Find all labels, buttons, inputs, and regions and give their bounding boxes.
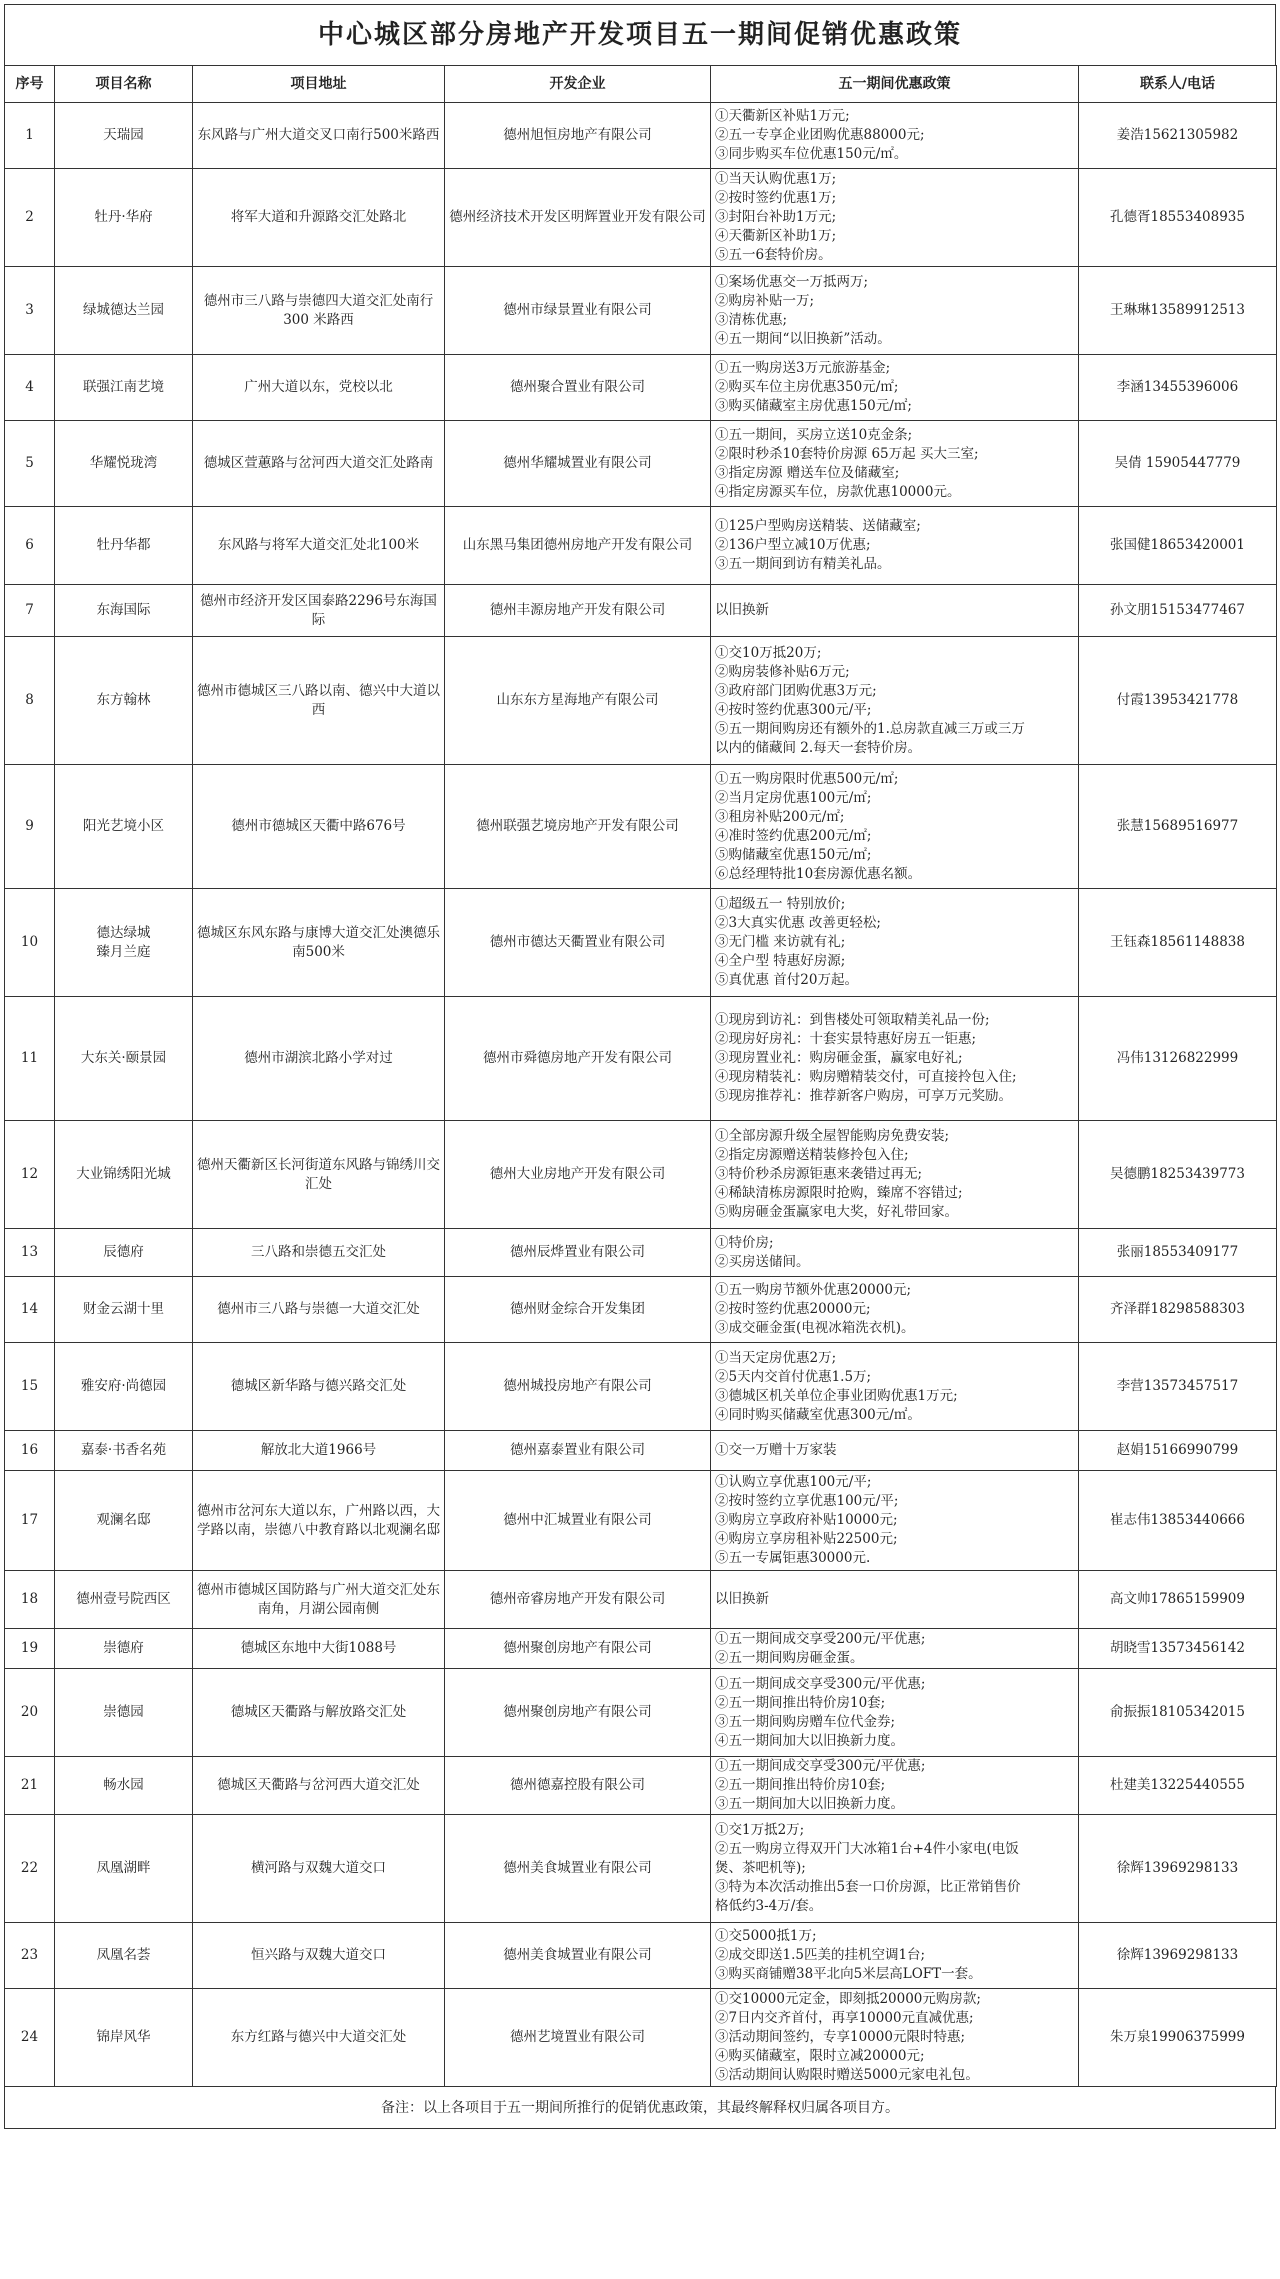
policy-line: ①当天认购优惠1万; (715, 171, 837, 187)
project-name: 德州壹号院西区 (55, 1571, 193, 1629)
table-row (5, 1989, 1277, 2087)
policy-cell (711, 355, 1079, 421)
policy-line: ③购房立享政府补贴10000元; (715, 1512, 898, 1528)
policy-line: ②购房补贴一万; (715, 292, 815, 309)
table-row (5, 1757, 1277, 1815)
developer-name: 德州辰烨置业有限公司 (445, 1229, 711, 1277)
policy-line: ④全户型 特惠好房源; (715, 953, 846, 969)
policy-line: ③租房补贴200元/㎡; (715, 808, 845, 825)
policy-cell (711, 1277, 1079, 1343)
policy-line: ②7日内交齐首付，再享10000元直减优惠; (715, 2010, 974, 2026)
policy-line: ⑤活动期间认购限时赠送5000元家电礼包。 (715, 2067, 979, 2083)
row-number: 22 (5, 1815, 55, 1923)
developer-name: 德州城投房地产有限公司 (445, 1343, 711, 1431)
policy-cell (711, 1629, 1079, 1669)
row-number: 21 (5, 1757, 55, 1815)
policy-line: ③无门槛 来访就有礼; (715, 934, 846, 950)
promotion-table (4, 65, 1277, 2087)
project-address: 恒兴路与双魏大道交口 (193, 1923, 445, 1989)
project-name: 凤凰湖畔 (55, 1815, 193, 1923)
project-address: 东风路与广州大道交叉口南行500米路西 (193, 103, 445, 169)
policy-line: 煲、茶吧机等); (715, 1860, 806, 1876)
contact-phone: 齐泽群18298588303 (1079, 1277, 1277, 1343)
row-number: 17 (5, 1471, 55, 1571)
policy-line: ②五一期间购房砸金蛋。 (715, 1649, 864, 1666)
project-address: 将军大道和升源路交汇处路北 (193, 169, 445, 267)
project-address: 解放北大道1966号 (193, 1431, 445, 1471)
table-row (5, 637, 1277, 765)
row-number: 6 (5, 507, 55, 585)
contact-phone: 张慧15689516977 (1079, 765, 1277, 889)
contact-phone: 朱万泉19906375999 (1079, 1989, 1277, 2087)
policy-cell (711, 103, 1079, 169)
policy-line: ⑤五一期间购房还有额外的1.总房款直减三万或三万 (715, 720, 1025, 737)
table-row (5, 507, 1277, 585)
developer-name: 德州中汇城置业有限公司 (445, 1471, 711, 1571)
policy-line: ①五一期间，买房立送10克金条; (715, 426, 913, 443)
table-row (5, 169, 1277, 267)
policy-line: ①超级五一 特别放价; (715, 896, 846, 912)
row-number: 1 (5, 103, 55, 169)
table-row (5, 1431, 1277, 1471)
col-no-header: 序号 (5, 66, 55, 103)
policy-line: ②3大真实优惠 改善更轻松; (715, 915, 881, 931)
table-row (5, 267, 1277, 355)
project-name: 大业锦绣阳光城 (55, 1121, 193, 1229)
contact-phone: 胡晓雪13573456142 (1079, 1629, 1277, 1669)
table-row (5, 765, 1277, 889)
project-address: 德州市岔河东大道以东，广州路以西，大学路以南，崇德八中教育路以北观澜名邸 (193, 1471, 445, 1571)
row-number: 8 (5, 637, 55, 765)
project-name: 嘉泰·书香名苑 (55, 1431, 193, 1471)
contact-phone: 冯伟13126822999 (1079, 997, 1277, 1121)
policy-line: ③五一期间到访有精美礼品。 (715, 556, 891, 572)
project-address: 德城区天衢路与岔河西大道交汇处 (193, 1757, 445, 1815)
row-number: 9 (5, 765, 55, 889)
policy-cell (711, 169, 1079, 267)
policy-cell (711, 1815, 1079, 1923)
row-number: 16 (5, 1431, 55, 1471)
row-number: 4 (5, 355, 55, 421)
developer-name: 山东黑马集团德州房地产开发有限公司 (445, 507, 711, 585)
contact-phone: 赵娟15166990799 (1079, 1431, 1277, 1471)
policy-line: 格低约3-4万/套。 (715, 1898, 823, 1914)
project-address: 东风路与将军大道交汇处北100米 (193, 507, 445, 585)
col-address-header: 项目地址 (193, 66, 445, 103)
policy-cell (711, 1923, 1079, 1989)
policy-cell (711, 1431, 1079, 1471)
project-name: 阳光艺境小区 (55, 765, 193, 889)
project-name: 牡丹华都 (55, 507, 193, 585)
contact-phone: 付霞13953421778 (1079, 637, 1277, 765)
project-address: 德城区东风东路与康博大道交汇处澳德乐南500米 (193, 889, 445, 997)
policy-line: ⑤购储藏室优惠150元/㎡; (715, 846, 872, 863)
policy-line: ②购房装修补贴6万元; (715, 663, 850, 680)
policy-cell (711, 1121, 1079, 1229)
policy-line: ①当天定房优惠2万; (715, 1349, 837, 1366)
project-name: 联强江南艺境 (55, 355, 193, 421)
policy-line: ③清栋优惠; (715, 311, 788, 328)
policy-line: ②五一专享企业团购优惠88000元; (715, 127, 925, 143)
policy-line: ⑥总经理特批10套房源优惠名额。 (715, 865, 922, 882)
project-name: 崇德府 (55, 1629, 193, 1669)
project-address: 德城区天衢路与解放路交汇处 (193, 1669, 445, 1757)
policy-line: ③成交砸金蛋(电视冰箱洗衣机)。 (715, 1320, 915, 1336)
project-name: 辰德府 (55, 1229, 193, 1277)
policy-line: ⑤五一专属钜惠30000元. (715, 1550, 871, 1566)
project-address: 德州天衢新区长河街道东风路与锦绣川交汇处 (193, 1121, 445, 1229)
policy-cell (711, 1669, 1079, 1757)
contact-phone: 李营13573457517 (1079, 1343, 1277, 1431)
table-row (5, 103, 1277, 169)
table-row (5, 1815, 1277, 1923)
developer-name: 德州市舜德房地产开发有限公司 (445, 997, 711, 1121)
page (0, 4, 1280, 2279)
policy-cell (711, 421, 1079, 507)
row-number: 2 (5, 169, 55, 267)
row-number: 14 (5, 1277, 55, 1343)
project-address: 东方红路与德兴中大道交汇处 (193, 1989, 445, 2087)
row-number: 19 (5, 1629, 55, 1669)
project-address: 德州市德城区天衢中路676号 (193, 765, 445, 889)
policy-line: ②五一期间推出特价房10套; (715, 1694, 886, 1711)
policy-line: ②按时签约立享优惠100元/平; (715, 1493, 899, 1509)
col-name-header: 项目名称 (55, 66, 193, 103)
table-row (5, 1923, 1277, 1989)
table-row (5, 1229, 1277, 1277)
policy-line: ⑤购房砸金蛋赢家电大奖，好礼带回家。 (715, 1204, 958, 1220)
policy-line: ①五一期间成交享受300元/平优惠; (715, 1675, 926, 1692)
row-number: 11 (5, 997, 55, 1121)
contact-phone: 姜浩15621305982 (1079, 103, 1277, 169)
policy-line: ①交一万赠十万家装 (715, 1442, 837, 1458)
table-body (5, 103, 1277, 2087)
policy-line: ③封阳台补助1万元; (715, 209, 837, 225)
policy-line: ①特价房; (715, 1234, 774, 1251)
policy-line: ④购房立享房租补贴22500元; (715, 1531, 898, 1547)
row-number: 23 (5, 1923, 55, 1989)
policy-line: ④按时签约优惠300元/平; (715, 701, 872, 718)
table-row (5, 1471, 1277, 1571)
project-address: 横河路与双魏大道交口 (193, 1815, 445, 1923)
contact-phone: 王钰森18561148838 (1079, 889, 1277, 997)
project-address: 德城区萱蕙路与岔河西大道交汇处路南 (193, 421, 445, 507)
contact-phone: 徐辉13969298133 (1079, 1815, 1277, 1923)
project-name: 锦岸风华 (55, 1989, 193, 2087)
contact-phone: 吴德鹏18253439773 (1079, 1121, 1277, 1229)
project-name: 畅水园 (55, 1757, 193, 1815)
policy-line: ②按时签约优惠20000元; (715, 1301, 871, 1317)
policy-cell (711, 267, 1079, 355)
developer-name: 德州德嘉控股有限公司 (445, 1757, 711, 1815)
table-row (5, 1571, 1277, 1629)
policy-line: ④五一期间加大以旧换新力度。 (715, 1732, 904, 1749)
policy-line: ④同时购买储藏室优惠300元/㎡。 (715, 1406, 921, 1423)
table-row (5, 421, 1277, 507)
table-row (5, 1629, 1277, 1669)
table-row (5, 1343, 1277, 1431)
row-number: 20 (5, 1669, 55, 1757)
project-address: 德州市湖滨北路小学对过 (193, 997, 445, 1121)
project-address: 德州市三八路与崇德四大道交汇处南行 300 米路西 (193, 267, 445, 355)
table-row (5, 1121, 1277, 1229)
developer-name: 德州聚创房地产有限公司 (445, 1669, 711, 1757)
project-address: 德州市德城区国防路与广州大道交汇处东南角，月湖公园南侧 (193, 1571, 445, 1629)
project-address: 德州市三八路与崇德一大道交汇处 (193, 1277, 445, 1343)
policy-line: ③指定房源 赠送车位及储藏室; (715, 464, 900, 481)
project-name: 观澜名邸 (55, 1471, 193, 1571)
policy-line: ⑤现房推荐礼：推荐新客户购房，可享万元奖励。 (715, 1088, 1012, 1104)
row-number: 18 (5, 1571, 55, 1629)
project-name: 雅安府·尚德园 (55, 1343, 193, 1431)
contact-phone: 孙文朋15153477467 (1079, 585, 1277, 637)
policy-line: ①五一购房限时优惠500元/㎡; (715, 770, 899, 787)
policy-line: ①五一购房节额外优惠20000元; (715, 1282, 911, 1298)
developer-name: 德州联强艺境房地产开发有限公司 (445, 765, 711, 889)
policy-line: ①交10万抵20万; (715, 644, 822, 661)
policy-line: ③活动期间签约，专享10000元限时特惠; (715, 2029, 965, 2045)
policy-line: ②当月定房优惠100元/㎡; (715, 789, 872, 806)
row-number: 13 (5, 1229, 55, 1277)
project-address: 德州市德城区三八路以南、德兴中大道以西 (193, 637, 445, 765)
row-number: 15 (5, 1343, 55, 1431)
policy-line: ②限时秒杀10套特价房源 65万起 买大三室; (715, 445, 979, 462)
policy-line: ④现房精装礼：购房赠精装交付，可直接拎包入住; (715, 1069, 1017, 1085)
project-name: 东方翰林 (55, 637, 193, 765)
policy-line: ②买房送储间。 (715, 1253, 810, 1270)
table-header (5, 66, 1277, 103)
developer-name: 山东东方星海地产有限公司 (445, 637, 711, 765)
policy-line: ④指定房源买车位，房款优惠10000元。 (715, 483, 961, 500)
policy-line: ④准时签约优惠200元/㎡; (715, 827, 872, 844)
contact-phone: 孔德胥18553408935 (1079, 169, 1277, 267)
policy-line: ①五一购房送3万元旅游基金; (715, 360, 891, 376)
table-row (5, 355, 1277, 421)
developer-name: 德州美食城置业有限公司 (445, 1815, 711, 1923)
policy-line: ②5天内交首付优惠1.5万; (715, 1368, 872, 1385)
developer-name: 德州聚创房地产有限公司 (445, 1629, 711, 1669)
developer-name: 德州旭恒房地产有限公司 (445, 103, 711, 169)
table-row (5, 1277, 1277, 1343)
policy-line: ②五一购房立得双开门大冰箱1台+4件小家电(电饭 (715, 1841, 1019, 1857)
project-address: 三八路和崇德五交汇处 (193, 1229, 445, 1277)
policy-line: ③同步购买车位优惠150元/㎡。 (715, 146, 908, 162)
policy-line: ④天衢新区补助1万; (715, 228, 837, 244)
developer-name: 德州美食城置业有限公司 (445, 1923, 711, 1989)
policy-line: ①全部房源升级全屋智能购房免费安装; (715, 1128, 950, 1144)
row-number: 7 (5, 585, 55, 637)
policy-line: ③政府部门团购优惠3万元; (715, 682, 877, 699)
policy-line: ③五一期间购房赠车位代金券; (715, 1713, 896, 1730)
policy-line: ⑤真优惠 首付20万起。 (715, 972, 858, 988)
policy-line: ①天衢新区补贴1万元; (715, 108, 850, 124)
col-policy-header: 五一期间优惠政策 (711, 66, 1079, 103)
policy-cell (711, 507, 1079, 585)
contact-phone: 杜建美13225440555 (1079, 1757, 1277, 1815)
project-address: 广州大道以东，党校以北 (193, 355, 445, 421)
contact-phone: 王琳琳13589912513 (1079, 267, 1277, 355)
footnote: 备注：以上各项目于五一期间所推行的促销优惠政策，其最终解释权归属各项目方。 (4, 2087, 1276, 2129)
policy-line: 以旧换新 (715, 602, 769, 618)
project-name: 财金云湖十里 (55, 1277, 193, 1343)
policy-line: ②五一期间推出特价房10套; (715, 1777, 886, 1793)
policy-cell (711, 1989, 1079, 2087)
contact-phone: 俞振振18105342015 (1079, 1669, 1277, 1757)
project-address: 德城区新华路与德兴路交汇处 (193, 1343, 445, 1431)
developer-name: 德州帝睿房地产开发有限公司 (445, 1571, 711, 1629)
policy-line: ①五一期间成交享受200元/平优惠; (715, 1630, 926, 1647)
policy-line: ③购买商铺赠38平北向5米层高LOFT一套。 (715, 1966, 982, 1982)
policy-line: ③购买储藏室主房优惠150元/㎡; (715, 398, 912, 414)
policy-line: ②成交即送1.5匹美的挂机空调1台; (715, 1947, 926, 1963)
table-row (5, 1669, 1277, 1757)
project-name: 绿城德达兰园 (55, 267, 193, 355)
policy-line: ①现房到访礼：到售楼处可领取精美礼品一份; (715, 1012, 990, 1028)
developer-name: 德州嘉泰置业有限公司 (445, 1431, 711, 1471)
policy-line: ③特价秒杀房源钜惠来袭错过再无; (715, 1166, 923, 1182)
developer-name: 德州大业房地产开发有限公司 (445, 1121, 711, 1229)
project-name: 大东关·颐景园 (55, 997, 193, 1121)
policy-cell (711, 1343, 1079, 1431)
developer-name: 德州华耀城置业有限公司 (445, 421, 711, 507)
project-name: 华耀悦珑湾 (55, 421, 193, 507)
project-address: 德州市经济开发区国泰路2296号东海国际 (193, 585, 445, 637)
policy-cell (711, 1471, 1079, 1571)
policy-line: ③特为本次活动推出5套一口价房源，比正常销售价 (715, 1879, 1021, 1895)
policy-cell (711, 1571, 1079, 1629)
project-name: 凤凰名荟 (55, 1923, 193, 1989)
policy-cell (711, 637, 1079, 765)
contact-phone: 张国健18653420001 (1079, 507, 1277, 585)
policy-line: 以旧换新 (715, 1591, 769, 1607)
policy-cell (711, 585, 1079, 637)
developer-name: 德州市绿景置业有限公司 (445, 267, 711, 355)
table-row (5, 585, 1277, 637)
policy-cell (711, 889, 1079, 997)
project-name: 天瑞园 (55, 103, 193, 169)
col-developer-header: 开发企业 (445, 66, 711, 103)
policy-line: ①交5000抵1万; (715, 1928, 817, 1944)
policy-line: ③德城区机关单位企事业团购优惠1万元; (715, 1387, 958, 1404)
developer-name: 德州艺境置业有限公司 (445, 1989, 711, 2087)
policy-line: ②按时签约优惠1万; (715, 190, 837, 206)
header-row (5, 66, 1277, 103)
table-row (5, 889, 1277, 997)
policy-cell (711, 1757, 1079, 1815)
policy-line: 以内的储藏间 2.每天一套特价房。 (715, 739, 922, 756)
developer-name: 德州财金综合开发集团 (445, 1277, 711, 1343)
policy-line: ②现房好房礼：十套实景特惠好房五一钜惠; (715, 1031, 977, 1047)
table-row (5, 997, 1277, 1121)
contact-phone: 高文帅17865159909 (1079, 1571, 1277, 1629)
project-name: 崇德园 (55, 1669, 193, 1757)
page-title: 中心城区部分房地产开发项目五一期间促销优惠政策 (4, 4, 1276, 65)
policy-line: ①交1万抵2万; (715, 1822, 805, 1838)
policy-line: ①认购立享优惠100元/平; (715, 1474, 872, 1490)
policy-cell (711, 765, 1079, 889)
row-number: 24 (5, 1989, 55, 2087)
project-name: 德达绿城 臻月兰庭 (55, 889, 193, 997)
contact-phone: 崔志伟13853440666 (1079, 1471, 1277, 1571)
policy-cell (711, 997, 1079, 1121)
policy-line: ⑤五一6套特价房。 (715, 247, 832, 263)
policy-line: ②136户型立减10万优惠; (715, 537, 871, 553)
policy-line: ③现房置业礼：购房砸金蛋，赢家电好礼; (715, 1050, 963, 1066)
policy-line: ④购买储藏室，限时立减20000元; (715, 2048, 925, 2064)
col-contact-header: 联系人/电话 (1079, 66, 1277, 103)
policy-line: ②购买车位主房优惠350元/㎡; (715, 379, 899, 395)
policy-line: ③五一期间加大以旧换新力度。 (715, 1796, 904, 1812)
project-name: 牡丹·华府 (55, 169, 193, 267)
developer-name: 德州经济技术开发区明辉置业开发有限公司 (445, 169, 711, 267)
row-number: 10 (5, 889, 55, 997)
contact-phone: 徐辉13969298133 (1079, 1923, 1277, 1989)
row-number: 3 (5, 267, 55, 355)
developer-name: 德州丰源房地产开发有限公司 (445, 585, 711, 637)
contact-phone: 李涵13455396006 (1079, 355, 1277, 421)
contact-phone: 吴倩 15905447779 (1079, 421, 1277, 507)
policy-line: ①交10000元定金，即刻抵20000元购房款; (715, 1991, 981, 2007)
policy-cell (711, 1229, 1079, 1277)
policy-line: ①125户型购房送精装、送储藏室; (715, 518, 921, 534)
project-address: 德城区东地中大街1088号 (193, 1629, 445, 1669)
row-number: 5 (5, 421, 55, 507)
policy-line: ②指定房源赠送精装修拎包入住; (715, 1147, 909, 1163)
policy-line: ①案场优惠交一万抵两万; (715, 273, 869, 290)
policy-line: ①五一期间成交享受300元/平优惠; (715, 1758, 926, 1774)
policy-line: ④稀缺清栋房源限时抢购，臻席不容错过; (715, 1185, 963, 1201)
developer-name: 德州聚合置业有限公司 (445, 355, 711, 421)
project-name: 东海国际 (55, 585, 193, 637)
developer-name: 德州市德达天衢置业有限公司 (445, 889, 711, 997)
contact-phone: 张丽18553409177 (1079, 1229, 1277, 1277)
row-number: 12 (5, 1121, 55, 1229)
policy-line: ④五一期间“以旧换新”活动。 (715, 330, 891, 347)
